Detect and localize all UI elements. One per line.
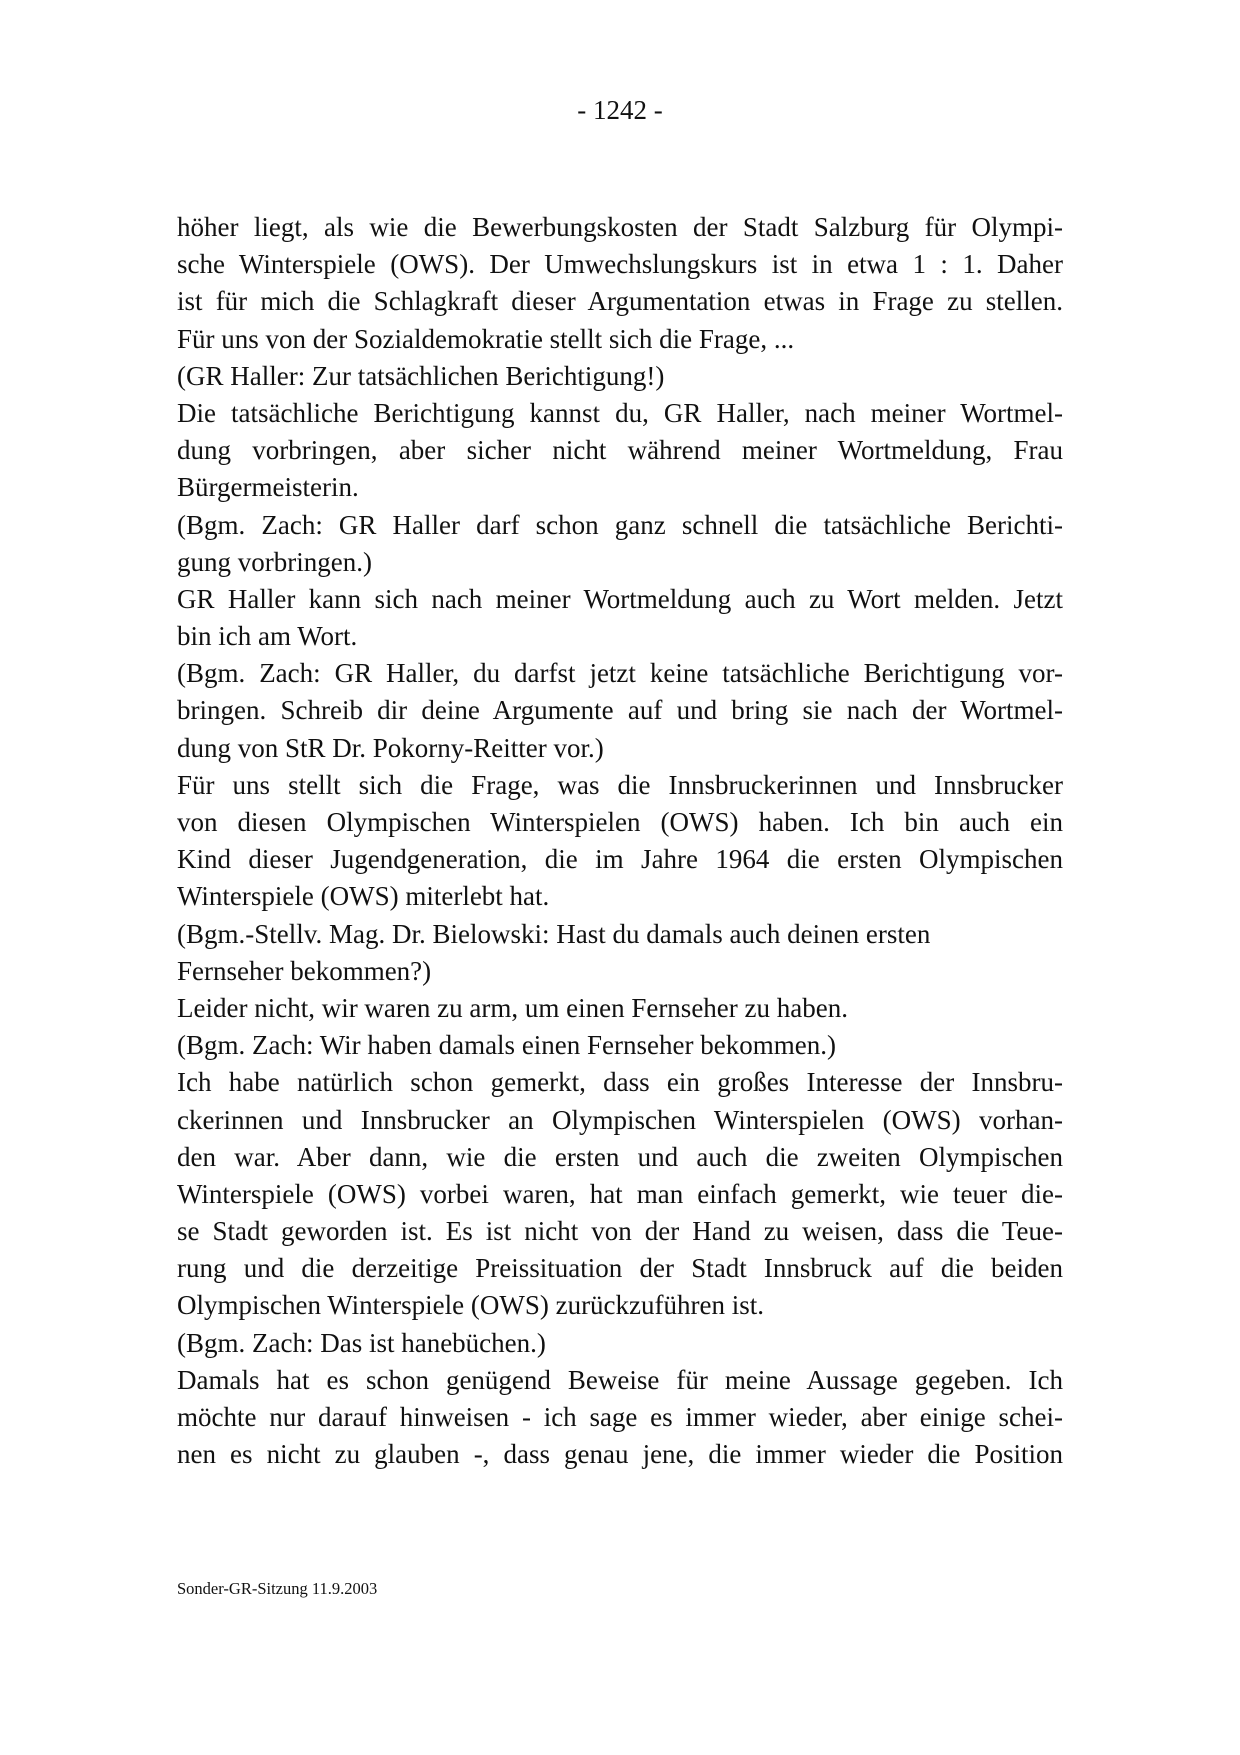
text-line: (Bgm.-Stellv. Mag. Dr. Bielowski: Hast du damals auch deinen ersten: [177, 918, 931, 949]
footer-session-label: Sonder-GR-Sitzung 11.9.2003: [177, 1579, 378, 1598]
text-line: dung vorbringen, aber sicher nicht während meiner Wortmeldung, Frau: [177, 435, 1063, 466]
text-line: sche Winterspiele (OWS). Der Umwechslungskurs ist in etwa 1 : 1. Daher: [177, 249, 1063, 280]
text-line: (Bgm. Zach: GR Haller, du darfst jetzt keine tatsächliche Berichtigung vor-: [177, 658, 1063, 689]
text-line: von diesen Olympischen Winterspielen (OWS) haben. Ich bin auch ein: [177, 807, 1063, 837]
text-line: Leider nicht, wir waren zu arm, um einen Fernseher zu haben.: [177, 992, 848, 1023]
body-text: [177, 209, 1063, 1473]
text-line: Winterspiele (OWS) miterlebt hat.: [177, 881, 550, 912]
text-line: gung vorbringen.): [177, 546, 372, 577]
text-line: (Bgm. Zach: GR Haller darf schon ganz schnell die tatsächliche Berichti-: [177, 509, 1063, 540]
text-line: bin ich am Wort.: [177, 621, 358, 652]
text-line: Fernseher bekommen?): [177, 955, 432, 986]
text-line: Olympischen Winterspiele (OWS) zurückzuführen ist.: [177, 1290, 764, 1321]
text-line: Kind dieser Jugendgeneration, die im Jahre 1964 die ersten Olympischen: [177, 844, 1063, 875]
text-line: (Bgm. Zach: Das ist hanebüchen.): [177, 1327, 546, 1358]
text-line: Damals hat es schon genügend Beweise für meine Aussage gegeben. Ich: [177, 1364, 1063, 1395]
text-line: den war. Aber dann, wie die ersten und auch die zweiten Olympischen: [177, 1141, 1063, 1172]
text-line: Für uns stellt sich die Frage, was die Innsbruckerinnen und Innsbrucker: [177, 769, 1063, 800]
text-line: rung und die derzeitige Preissituation der Stadt Innsbruck auf die beiden: [177, 1253, 1063, 1284]
text-line: bringen. Schreib dir deine Argumente auf und bring sie nach der Wortmel-: [177, 695, 1063, 726]
text-line: (Bgm. Zach: Wir haben damals einen Fernseher bekommen.): [177, 1030, 836, 1061]
text-line: GR Haller kann sich nach meiner Wortmeldung auch zu Wort melden. Jetzt: [177, 583, 1063, 614]
text-line: nen es nicht zu glauben -, dass genau jene, die immer wieder die Position: [177, 1439, 1063, 1470]
text-line: (GR Haller: Zur tatsächlichen Berichtigung!): [177, 360, 665, 391]
text-line: Bürgermeisterin.: [177, 472, 359, 503]
text-line: Winterspiele (OWS) vorbei waren, hat man einfach gemerkt, wie teuer die-: [177, 1178, 1063, 1209]
text-line: höher liegt, als wie die Bewerbungskosten der Stadt Salzburg für Olympi-: [177, 212, 1063, 242]
text-line: se Stadt geworden ist. Es ist nicht von der Hand zu weisen, dass die Teue-: [177, 1216, 1063, 1247]
text-line: ckerinnen und Innsbrucker an Olympischen Winterspielen (OWS) vorhan-: [177, 1104, 1063, 1135]
page-number: - 1242 -: [577, 95, 663, 125]
text-line: möchte nur darauf hinweisen - ich sage es immer wieder, aber einige schei-: [177, 1402, 1063, 1432]
text-line: ist für mich die Schlagkraft dieser Argumentation etwas in Frage zu stellen.: [177, 286, 1063, 317]
text-line: Ich habe natürlich schon gemerkt, dass ein großes Interesse der Innsbru-: [177, 1067, 1063, 1098]
text-line: Für uns von der Sozialdemokratie stellt sich die Frage, ...: [177, 323, 795, 354]
text-line: dung von StR Dr. Pokorny-Reitter vor.): [177, 732, 604, 763]
text-line: Die tatsächliche Berichtigung kannst du, GR Haller, nach meiner Wortmel-: [177, 397, 1063, 428]
